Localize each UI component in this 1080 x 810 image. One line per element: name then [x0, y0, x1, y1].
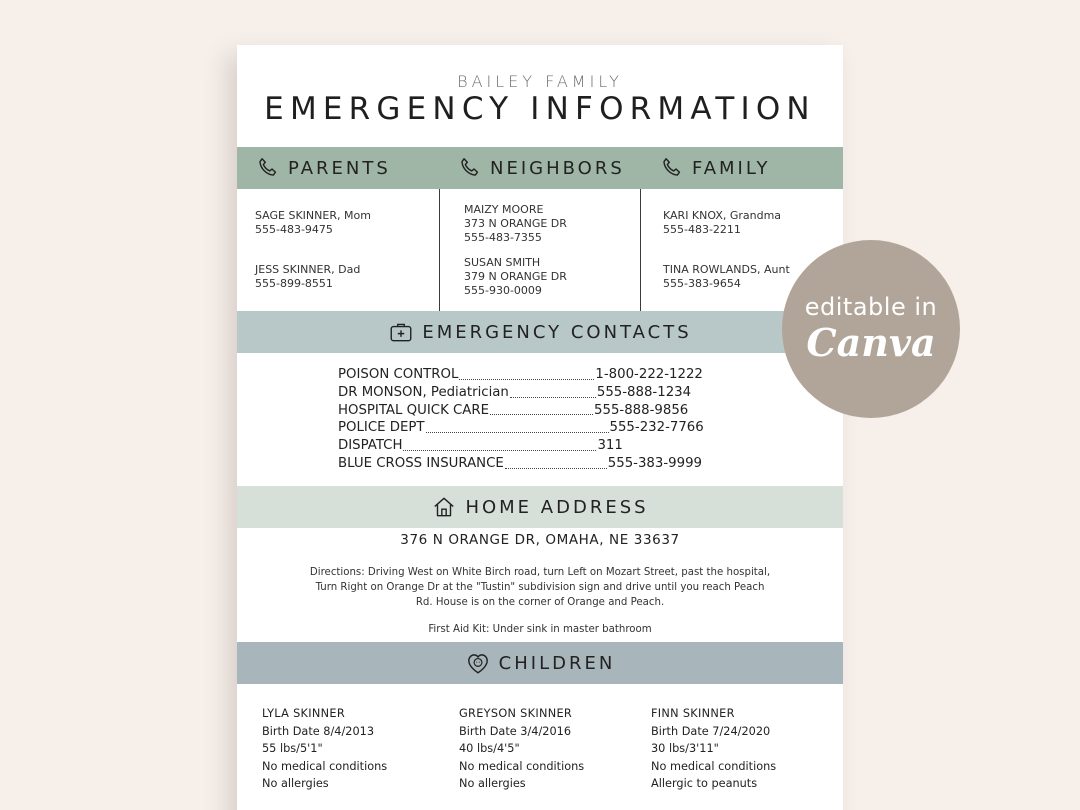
child-entry — [651, 705, 776, 793]
contact-entry — [255, 209, 371, 237]
emergency-row — [338, 366, 758, 384]
contacts-grid — [237, 189, 843, 311]
leader-dots — [459, 379, 594, 380]
contact-name: SUSAN SMITH — [464, 256, 541, 269]
contact-phone: 555-483-2211 — [663, 223, 741, 236]
emergency-number: 555-383-9999 — [607, 455, 702, 471]
contact-name: MAIZY MOORE — [464, 203, 544, 216]
emergency-label: DR MONSON, Pediatrician — [338, 384, 509, 400]
page-title: EMERGENCY INFORMATION — [264, 91, 816, 127]
child-medical: No medical conditions — [262, 759, 388, 773]
emergency-label: DISPATCH — [338, 438, 403, 454]
contact-entry — [464, 203, 567, 245]
emergency-label: POISON CONTROL — [338, 367, 459, 382]
first-aid-kit-icon — [388, 319, 414, 345]
child-allergies: Allergic to peanuts — [651, 777, 758, 790]
first-aid-location: First Aid Kit: Under sink in master bathroom — [428, 624, 652, 635]
parents-column — [237, 189, 439, 311]
emergency-number: 1-800-222-1222 — [595, 367, 703, 382]
neighbors-header — [439, 147, 641, 189]
child-name: LYLA SKINNER — [262, 707, 345, 720]
baby-heart-icon — [465, 650, 491, 676]
contact-entry — [663, 263, 790, 291]
children-title: CHILDREN — [498, 652, 616, 674]
child-name: FINN SKINNER — [651, 707, 735, 720]
emergency-info-sheet — [237, 45, 843, 810]
contact-name: SAGE SKINNER, Mom — [255, 209, 371, 222]
emergency-label: POLICE DEPT — [338, 420, 425, 436]
child-size: 55 lbs/5'1" — [262, 742, 323, 755]
contact-phone: 555-483-9475 — [255, 223, 333, 236]
parents-header — [237, 147, 439, 189]
leader-dots — [505, 468, 607, 469]
emergency-contacts-list — [338, 366, 758, 473]
child-birth-date: Birth Date 3/4/2016 — [459, 724, 572, 738]
phone-icon — [255, 155, 281, 181]
neighbors-header-label: NEIGHBORS — [490, 157, 625, 179]
family-header — [641, 147, 843, 189]
contact-entry — [464, 256, 567, 298]
editable-in-canva-badge — [782, 240, 960, 418]
emergency-row — [338, 455, 758, 473]
child-medical: No medical conditions — [459, 759, 585, 773]
contact-phone: 555-383-9654 — [663, 277, 741, 290]
phone-icon — [659, 155, 685, 181]
family-header-label: FAMILY — [692, 157, 771, 179]
child-birth-date: Birth Date 8/4/2013 — [262, 724, 375, 738]
emergency-number: 555-232-7766 — [609, 420, 704, 436]
phone-icon — [457, 155, 483, 181]
contact-entry — [663, 209, 781, 237]
leader-dots — [490, 414, 593, 415]
child-size: 40 lbs/4'5" — [459, 742, 520, 755]
home-address-band — [237, 486, 843, 528]
child-size: 30 lbs/3'11" — [651, 742, 719, 755]
child-medical: No medical conditions — [651, 759, 777, 773]
emergency-row — [338, 419, 758, 437]
contact-entry — [255, 263, 360, 291]
emergency-contacts-title: EMERGENCY CONTACTS — [422, 321, 692, 343]
child-entry — [262, 705, 387, 793]
emergency-contacts-band — [237, 311, 843, 353]
child-birth-date: Birth Date 7/24/2020 — [651, 724, 771, 738]
badge-canva-logo: Canva — [806, 320, 936, 365]
emergency-number: 555-888-9856 — [594, 402, 689, 418]
neighbors-column — [439, 189, 641, 311]
contact-address: 379 N ORANGE DR — [464, 270, 567, 283]
contacts-header-band — [237, 147, 843, 189]
contact-address: 373 N ORANGE DR — [464, 217, 567, 230]
emergency-row — [338, 402, 758, 420]
child-allergies: No allergies — [262, 777, 329, 790]
contact-phone: 555-930-0009 — [464, 284, 542, 297]
contact-name: KARI KNOX, Grandma — [663, 209, 782, 222]
leader-dots — [510, 397, 596, 398]
contact-phone: 555-899-8551 — [255, 277, 333, 290]
contact-name: JESS SKINNER, Dad — [255, 263, 361, 276]
family-name: BAILEY FAMILY — [457, 72, 623, 91]
home-address-title: HOME ADDRESS — [465, 496, 649, 518]
emergency-number: 311 — [597, 438, 623, 454]
directions: Directions: Driving West on White Birch road, turn Left on Mozart Street, past the hospital, Turn Right on Orange Dr at the "Tustin" subdivision sign and drive until you reach Peach Rd. House is on the corner of Orange and Peach. — [309, 567, 771, 608]
emergency-label: BLUE CROSS INSURANCE — [338, 455, 504, 471]
contact-phone: 555-483-7355 — [464, 231, 542, 244]
emergency-row — [338, 437, 758, 455]
home-address: 376 N ORANGE DR, OMAHA, NE 33637 — [400, 532, 680, 548]
child-name: GREYSON SKINNER — [459, 707, 573, 720]
contact-name: TINA ROWLANDS, Aunt — [663, 263, 790, 276]
house-icon — [431, 494, 457, 520]
parents-header-label: PARENTS — [288, 157, 391, 179]
child-allergies: No allergies — [459, 777, 526, 790]
child-entry — [459, 705, 584, 793]
emergency-label: HOSPITAL QUICK CARE — [338, 402, 490, 418]
leader-dots — [403, 450, 596, 451]
emergency-number: 555-888-1234 — [596, 384, 692, 400]
children-band — [237, 642, 843, 684]
emergency-row — [338, 384, 758, 402]
badge-line-1: editable in — [804, 293, 938, 321]
leader-dots — [426, 432, 609, 433]
